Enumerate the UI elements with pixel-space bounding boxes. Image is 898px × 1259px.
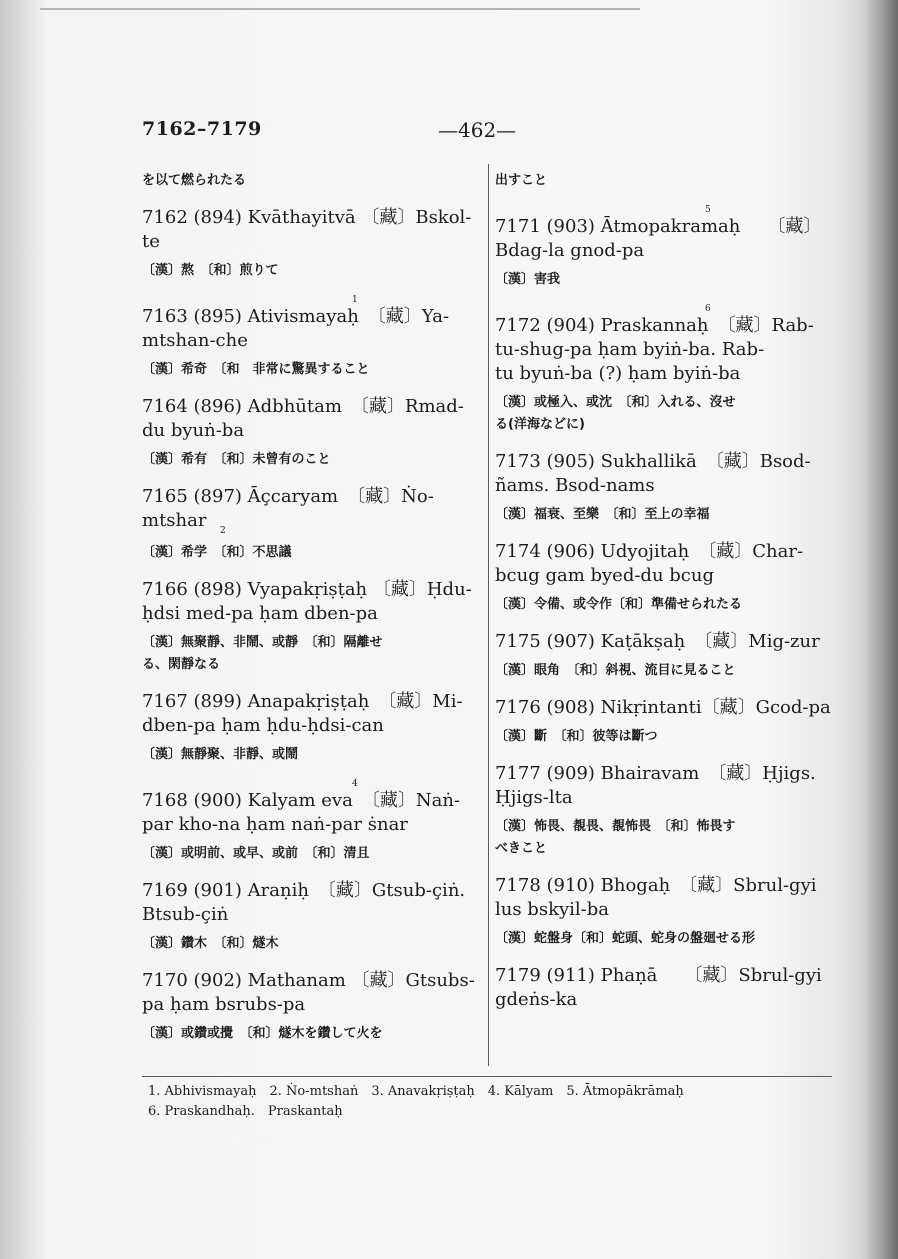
continued-gloss: 出すこと — [495, 173, 548, 188]
entry-headword-line: 7175 (907) Kaṭākṣaḥ 〔藏〕Mig-zur — [495, 631, 820, 652]
dictionary-entry — [495, 964, 825, 1012]
entry-headword-line: 7179 (911) Phaṇā 〔藏〕Sbrul-gyi — [495, 965, 822, 986]
entry-gloss: 〔漢〕怖畏、覩畏、覩怖畏 〔和〕怖畏す — [495, 819, 736, 834]
page-left-shadow — [0, 0, 48, 1259]
entry-gloss: 〔漢〕蛇盤身〔和〕蛇頭、蛇身の盤廻せる形 — [495, 931, 756, 946]
entry-continuation-line: par kho-na ḥam naṅ-par ṡnar — [142, 814, 408, 835]
entry-gloss: 〔漢〕或鑽或攪 〔和〕燧木を鑽して火を — [142, 1026, 383, 1041]
dictionary-entry — [495, 696, 831, 748]
dictionary-entry — [495, 762, 825, 860]
entry-continuation-line: du byuṅ-ba — [142, 420, 245, 441]
entry-headword-line: 7168 (900) Kalyam eva 〔藏〕Naṅ- — [142, 790, 460, 811]
dictionary-entry — [142, 296, 484, 381]
entry-gloss: 〔漢〕鑽木 〔和〕燧木 — [142, 936, 279, 951]
entry-continuation-line: dben-pa ḥam ḥdu-ḥdsi-can — [142, 715, 384, 736]
footnote-marker: 5 — [705, 205, 711, 215]
footnote-line: 1. Abhivismayaḥ 2. Ṅo-mtshaṅ 3. Anavakṛiṣṭaḥ 4. Kālyam 5. Ātmopākrāmaḥ — [148, 1084, 684, 1099]
entry-continuation-line: Btsub-çiṅ — [142, 904, 229, 925]
page-binding-shadow — [862, 0, 898, 1259]
dictionary-entry — [495, 206, 825, 291]
entry-continuation-line: gdeṅs-ka — [495, 989, 578, 1010]
dictionary-entry — [495, 630, 825, 682]
entry-headword-line: 7163 (895) Ativismayaḥ 〔藏〕Ya- — [142, 306, 450, 327]
left-column — [142, 170, 484, 1045]
entry-gloss: べきこと — [495, 841, 548, 856]
right-column — [495, 170, 831, 1012]
entry-gloss: 〔漢〕熬 〔和〕煎りて — [142, 263, 279, 278]
dictionary-entry — [142, 690, 484, 766]
entry-gloss: る(洋海などに) — [495, 417, 585, 432]
entry-headword-line: 7165 (897) Āçcaryam 〔藏〕Ṅo- — [142, 486, 434, 507]
dictionary-entry — [495, 305, 825, 436]
footnote-rule — [142, 1076, 832, 1077]
entry-continuation-line: pa ḥam bsrubs-pa — [142, 994, 306, 1015]
entry-headword-line: 7170 (902) Mathanam 〔藏〕Gtsubs- — [142, 970, 475, 991]
entry-headword-line: 7173 (905) Sukhallikā 〔藏〕Bsod- — [495, 451, 811, 472]
page-number: —462— — [438, 118, 517, 142]
entry-continuation-line: lus bskyil-ba — [495, 899, 609, 920]
entry-headword-line: 7169 (901) Araṇiḥ 〔藏〕Gtsub-çiṅ. — [142, 880, 466, 901]
entry-continuation-line: bcug gam byed-du bcug — [495, 565, 714, 586]
entry-gloss: 〔漢〕眼角 〔和〕斜視、流目に見ること — [495, 663, 736, 678]
continued-gloss: を以て燃られたる — [142, 173, 247, 188]
scan-top-edge — [40, 8, 640, 10]
entry-headword-line: 7177 (909) Bhairavam 〔藏〕Ḥjigs. — [495, 763, 816, 784]
entry-continuation-line: mtshar — [142, 510, 207, 531]
dictionary-entry — [495, 450, 825, 526]
dictionary-entry — [142, 879, 484, 955]
entry-headword-line: 7162 (894) Kvāthayitvā 〔藏〕Bskol- — [142, 207, 472, 228]
entry-continuation-line: mtshan-che — [142, 330, 248, 351]
entry-headword-line: 7164 (896) Adbhūtam 〔藏〕Rmad- — [142, 396, 464, 417]
entry-gloss: 〔漢〕福衰、至樂 〔和〕至上の幸福 — [495, 507, 710, 522]
entry-gloss: 〔漢〕希有 〔和〕未曾有のこと — [142, 452, 331, 467]
entry-gloss: 〔漢〕令備、或令作〔和〕準備せられたる — [495, 597, 743, 612]
entry-headword-line: 7174 (906) Udyojitaḥ 〔藏〕Char- — [495, 541, 804, 562]
entry-continuation-line: ḥdsi med-pa ḥam dben-pa — [142, 603, 378, 624]
dictionary-entry — [142, 485, 484, 564]
entry-headword-line: 7171 (903) Ātmopakramaḥ 〔藏〕 — [495, 216, 822, 237]
dictionary-entry — [142, 780, 484, 865]
dictionary-entry — [142, 206, 484, 282]
dictionary-entry — [142, 578, 484, 676]
dictionary-entry — [142, 969, 484, 1045]
entry-continuation-line: te — [142, 231, 160, 252]
entry-headword-line: 7178 (910) Bhogaḥ 〔藏〕Sbrul-gyi — [495, 875, 817, 896]
entry-gloss: 〔漢〕或極入、或沈 〔和〕入れる、沒せ — [495, 395, 736, 410]
footnote-line: 6. Praskandhaḥ. Praskantaḥ — [148, 1104, 343, 1119]
entry-gloss: 〔漢〕希学 〔和〕不思議 — [142, 545, 292, 560]
entry-gloss: 〔漢〕害我 — [495, 272, 561, 287]
footnote-marker: 6 — [705, 304, 711, 314]
entry-continuation-line: tu byuṅ-ba (?) ḥam byiṅ-ba — [495, 363, 741, 384]
entry-continuation-line: Bdag-la gnod-pa — [495, 240, 645, 261]
entry-gloss: 〔漢〕或明前、或早、或前 〔和〕清且 — [142, 846, 370, 861]
entry-gloss: る、閑靜なる — [142, 657, 221, 672]
entry-headword-line: 7167 (899) Anapakṛiṣṭaḥ 〔藏〕Mi- — [142, 691, 463, 712]
footnote-marker: 2 — [220, 526, 226, 536]
dictionary-entry — [495, 874, 825, 950]
footnotes — [148, 1082, 848, 1122]
column-divider — [488, 164, 489, 1066]
entry-headword-line: 7176 (908) Nikṛintanti〔藏〕Gcod-pa — [495, 697, 831, 718]
entry-gloss: 〔漢〕希奇 〔和 非常に驚異すること — [142, 362, 370, 377]
entry-headword-line: 7172 (904) Praskannaḥ 〔藏〕Rab- — [495, 315, 814, 336]
footnote-marker: 4 — [352, 779, 358, 789]
entry-gloss: 〔漢〕無靜聚、非靜、或鬧 — [142, 747, 299, 762]
entry-gloss: 〔漢〕斷 〔和〕彼等は斷つ — [495, 729, 658, 744]
dictionary-entry — [142, 395, 484, 471]
entry-range-header: 7162–7179 — [142, 118, 262, 140]
entry-gloss: 〔漢〕無聚靜、非鬧、或靜 〔和〕隔離せ — [142, 635, 383, 650]
entry-continuation-line: Ḥjigs-lta — [495, 787, 573, 808]
entry-continuation-line: ñams. Bsod-nams — [495, 475, 655, 496]
dictionary-entry — [495, 540, 825, 616]
footnote-marker: 1 — [352, 295, 358, 305]
entry-continuation-line: tu-shug-pa ḥam byiṅ-ba. Rab- — [495, 339, 765, 360]
entry-headword-line: 7166 (898) Vyapakṛiṣṭaḥ 〔藏〕Ḥdu- — [142, 579, 472, 600]
